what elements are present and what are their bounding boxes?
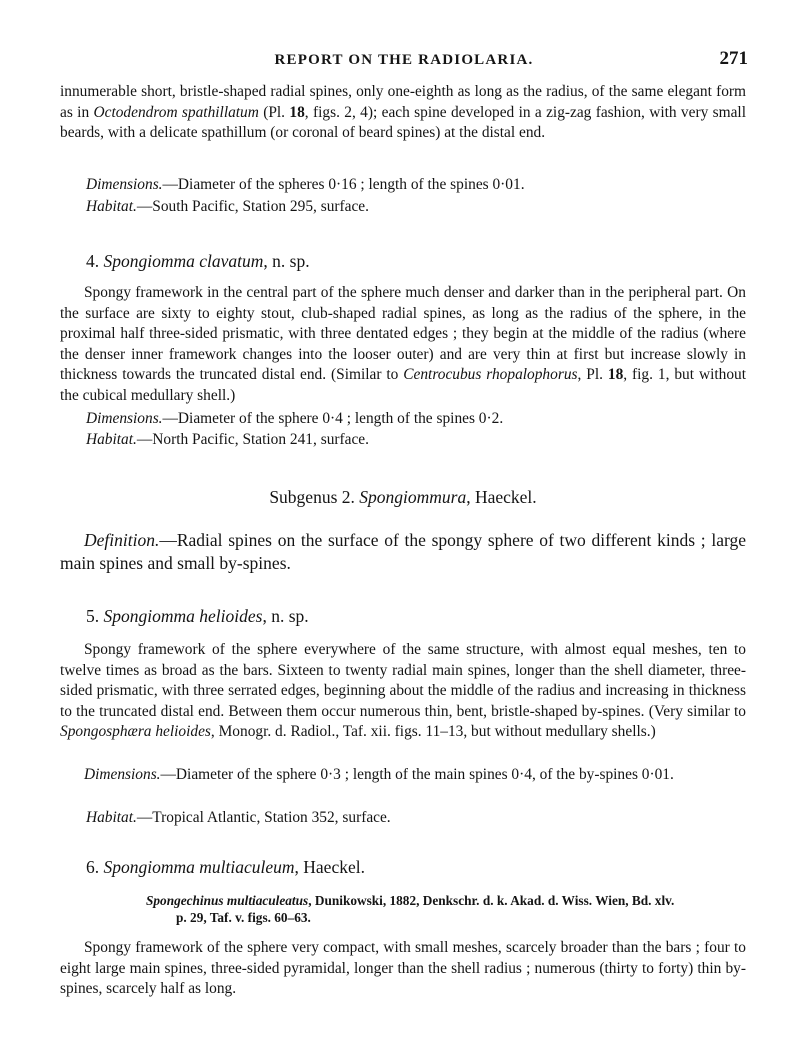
dimensions-label: Dimensions. xyxy=(86,410,163,427)
species-4-dimensions: Dimensions.—Diameter of the sphere 0·4 ; length of the spines 0·2. xyxy=(86,410,504,427)
species-4-heading: 4. Spongiomma clavatum, n. sp. xyxy=(86,251,310,271)
subgenus-definition: Definition.—Radial spines on the surface of the spongy sphere of two different kinds ; large main spines and small by-spines. xyxy=(60,530,746,573)
prev-species-description: innumerable short, bristle-shaped radial spines, only one-eighth as long as the radius, of the same elegant form as in Octodendrom spathillatum (Pl. 18, figs. 2, 4); each spine developed in a zig-zag fashion, with very small beards, with a delicate spathillum (or coronal of beard spines) at the distal end. xyxy=(60,83,746,141)
species-6-heading: 6. Spongiomma multiaculeum, Haeckel. xyxy=(86,857,365,877)
habitat-label: Habitat. xyxy=(86,809,137,826)
definition-label: Definition. xyxy=(84,530,160,550)
prev-species-dimensions: Dimensions.—Diameter of the spheres 0·16 ; length of the spines 0·01. xyxy=(86,176,525,193)
subgenus-name: Spongiommura xyxy=(359,487,467,507)
species-6-name: Spongiomma multiaculeum xyxy=(103,857,295,877)
synonym-name: Spongechinus multiaculeatus xyxy=(146,893,309,908)
page-header xyxy=(60,46,748,76)
species-5-habitat: Habitat.—Tropical Atlantic, Station 352, surface. xyxy=(86,809,391,826)
species-5-name: Spongiomma helioides xyxy=(103,606,263,626)
dimensions-label: Dimensions. xyxy=(86,176,163,193)
species-5-description: Spongy framework of the sphere everywhere of the same structure, with almost equal meshes, ten to twelve times as broad as the bars. Sixteen to twenty radial main spines, longer than the shell diameter, three-sided prismatic, with three serrated edges, beginning about the middle of the radius and increasing in thickness to the truncated distal end. Between them occur numerous thin, bent, bristle-shaped by-spines. (Very similar to Spongosphæra helioides, Monogr. d. Radiol., Taf. xii. figs. 11–13, but without medullary shells.) xyxy=(60,641,746,740)
dimensions-label: Dimensions. xyxy=(84,766,161,783)
species-4-habitat: Habitat.—North Pacific, Station 241, surface. xyxy=(86,431,369,448)
species-6-synonymy: Spongechinus multiaculeatus, Dunikowski, 1882, Denkschr. d. k. Akad. d. Wiss. Wien, Bd. xlv. p. 29, Taf. v. figs. 60–63. xyxy=(146,893,675,925)
page-number: 271 xyxy=(719,48,748,69)
subgenus-heading: Subgenus 2. Spongiommura, Haeckel. xyxy=(269,487,537,507)
reference-species: Octodendrom spathillatum xyxy=(93,103,259,121)
species-4-name: Spongiomma clavatum xyxy=(103,251,264,271)
habitat-label: Habitat. xyxy=(86,431,137,448)
species-4-description: Spongy framework in the central part of the sphere much denser and darker than in the peripheral part. On the surface are sixty to eighty stout, club-shaped radial spines, as long as the radius of the sphere, in the proximal half three-sided prismatic, with three dentated edges ; they begin at the middle of the radius (where the denser inner framework changes into the looser outer) and are very thin at first but increase slowly in thickness towards the truncated distal end. (Similar to Centrocubus rhopalophorus, Pl. 18, fig. 1, but without the cubical medullary shell.) xyxy=(60,284,746,404)
habitat-label: Habitat. xyxy=(86,198,137,215)
species-5-heading: 5. Spongiomma helioides, n. sp. xyxy=(86,606,309,626)
running-title: REPORT ON THE RADIOLARIA. xyxy=(274,52,534,68)
species-5-dimensions: Dimensions.—Diameter of the sphere 0·3 ; length of the main spines 0·4, of the by-spines 0·01. xyxy=(84,766,674,783)
species-6-description: Spongy framework of the sphere very compact, with small meshes, scarcely broader than the bars ; four to eight large main spines, three-sided pyramidal, longer than the shell radius ; numerous (thirty to forty) thin by-spines, scarcely half as long. xyxy=(60,939,746,997)
reference-species: Centrocubus rhopalophorus xyxy=(403,366,578,383)
reference-species: Spongosphæra helioides xyxy=(60,723,211,740)
prev-species-habitat: Habitat.—South Pacific, Station 295, surface. xyxy=(86,198,369,215)
